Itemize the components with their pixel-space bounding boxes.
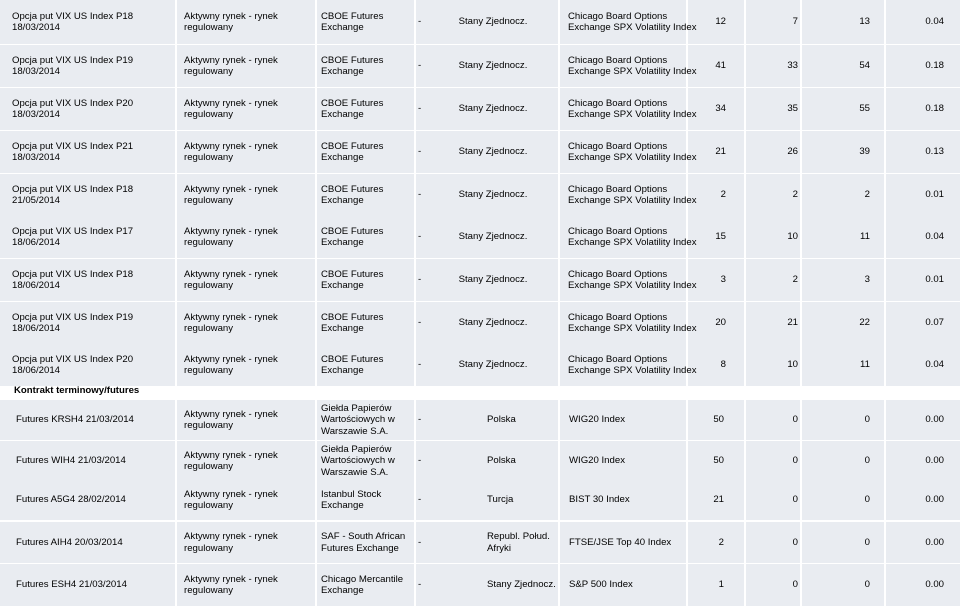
column-divider: [800, 216, 802, 258]
futures-v1-cell: 2: [718, 536, 724, 548]
option-dash-cell: -: [418, 146, 422, 158]
option-underlying-cell: Chicago Board Options Exchange SPX Volatility Index: [568, 140, 697, 163]
futures-name-cell: Futures ESH4 21/03/2014: [16, 579, 127, 591]
column-divider: [558, 259, 560, 301]
option-v1-cell: 12: [715, 16, 726, 28]
column-divider: [315, 302, 317, 344]
option-market-cell: Aktywny rynek - rynek regulowany: [184, 140, 278, 163]
option-dash-cell: -: [418, 16, 422, 28]
column-divider: [315, 522, 317, 563]
column-divider: [744, 564, 746, 606]
option-v2-cell: 10: [787, 231, 798, 243]
futures-country-cell: Turcja: [487, 494, 514, 506]
option-market-cell: Aktywny rynek - rynek regulowany: [184, 97, 278, 120]
option-v3-cell: 55: [859, 103, 870, 115]
option-market-cell: Aktywny rynek - rynek regulowany: [184, 225, 278, 248]
futures-country-cell: Republ. Połud. Afryki: [487, 531, 550, 554]
column-divider: [175, 0, 177, 44]
option-v1-cell: 41: [715, 60, 726, 72]
futures-v2-cell: 0: [792, 455, 798, 467]
column-divider: [558, 216, 560, 258]
column-divider: [175, 131, 177, 173]
column-divider: [414, 88, 416, 130]
column-divider: [414, 441, 416, 481]
option-exchange-cell: CBOE Futures Exchange: [321, 268, 384, 291]
option-v1-cell: 15: [715, 231, 726, 243]
column-divider: [315, 88, 317, 130]
futures-dash-cell: -: [418, 494, 422, 506]
option-exchange-cell: CBOE Futures Exchange: [321, 54, 384, 77]
column-divider: [315, 45, 317, 87]
option-underlying-cell: Chicago Board Options Exchange SPX Volatility Index: [568, 311, 697, 334]
column-divider: [414, 400, 416, 440]
column-divider: [414, 259, 416, 301]
option-underlying-cell: Chicago Board Options Exchange SPX Volatility Index: [568, 353, 697, 376]
option-row: [0, 0, 960, 44]
futures-dash-cell: -: [418, 536, 422, 548]
column-divider: [175, 216, 177, 258]
option-exchange-cell: CBOE Futures Exchange: [321, 225, 384, 248]
column-divider: [800, 302, 802, 344]
option-v3-cell: 11: [860, 359, 870, 371]
futures-name-cell: Futures A5G4 28/02/2014: [16, 494, 126, 506]
option-v3-cell: 11: [860, 231, 870, 243]
column-divider: [744, 0, 746, 44]
option-country-cell: Stany Zjednocz.: [458, 317, 528, 329]
option-v1-cell: 8: [720, 359, 726, 371]
column-divider: [315, 0, 317, 44]
column-divider: [414, 174, 416, 216]
option-country-cell: Stany Zjednocz.: [458, 359, 528, 371]
option-market-cell: Aktywny rynek - rynek regulowany: [184, 353, 278, 376]
column-divider: [800, 45, 802, 87]
option-country-cell: Stany Zjednocz.: [458, 274, 528, 286]
futures-country-cell: Polska: [487, 455, 516, 467]
futures-v3-cell: 0: [864, 579, 870, 591]
column-divider: [175, 88, 177, 130]
column-divider: [744, 441, 746, 481]
futures-market-cell: Aktywny rynek - rynek regulowany: [184, 488, 278, 511]
option-name-cell: Opcja put VIX US Index P17 18/06/2014: [12, 225, 134, 248]
column-divider: [558, 45, 560, 87]
option-exchange-cell: CBOE Futures Exchange: [321, 183, 384, 206]
option-name-cell: Opcja put VIX US Index P20 18/03/2014: [12, 97, 134, 120]
option-name-cell: Opcja put VIX US Index P18 21/05/2014: [12, 183, 134, 206]
option-dash-cell: -: [418, 103, 422, 115]
column-divider: [315, 259, 317, 301]
futures-underlying-cell: S&P 500 Index: [569, 579, 633, 591]
column-divider: [800, 441, 802, 481]
futures-market-cell: Aktywny rynek - rynek regulowany: [184, 449, 278, 472]
column-divider: [558, 522, 560, 563]
option-dash-cell: -: [418, 274, 422, 286]
futures-v3-cell: 0: [864, 414, 870, 426]
column-divider: [175, 344, 177, 386]
futures-v4-cell: 0.00: [925, 579, 944, 591]
column-divider: [800, 259, 802, 301]
futures-dash-cell: -: [418, 579, 422, 591]
futures-underlying-cell: BIST 30 Index: [569, 494, 630, 506]
option-market-cell: Aktywny rynek - rynek regulowany: [184, 311, 278, 334]
futures-row: [0, 480, 960, 520]
option-market-cell: Aktywny rynek - rynek regulowany: [184, 54, 278, 77]
column-divider: [558, 480, 560, 520]
option-country-cell: Stany Zjednocz.: [458, 189, 528, 201]
futures-v4-cell: 0.00: [925, 455, 944, 467]
column-divider: [744, 302, 746, 344]
option-v4-cell: 0.04: [925, 231, 944, 243]
option-name-cell: Opcja put VIX US Index P21 18/03/2014: [12, 140, 134, 163]
option-row: [0, 45, 960, 87]
column-divider: [315, 400, 317, 440]
option-underlying-cell: Chicago Board Options Exchange SPX Volatility Index: [568, 268, 697, 291]
column-divider: [744, 216, 746, 258]
option-market-cell: Aktywny rynek - rynek regulowany: [184, 10, 278, 33]
option-row: [0, 344, 960, 386]
column-divider: [315, 564, 317, 606]
option-underlying-cell: Chicago Board Options Exchange SPX Volatility Index: [568, 225, 697, 248]
option-v4-cell: 0.01: [925, 189, 944, 201]
column-divider: [800, 131, 802, 173]
option-v2-cell: 10: [787, 359, 798, 371]
column-divider: [414, 216, 416, 258]
option-v1-cell: 3: [720, 274, 726, 286]
option-v4-cell: 0.04: [925, 16, 944, 28]
option-exchange-cell: CBOE Futures Exchange: [321, 10, 384, 33]
futures-v1-cell: 50: [713, 414, 724, 426]
option-v4-cell: 0.01: [925, 274, 944, 286]
option-name-cell: Opcja put VIX US Index P18 18/06/2014: [12, 268, 134, 291]
column-divider: [414, 45, 416, 87]
option-v3-cell: 13: [859, 16, 870, 28]
option-row: [0, 302, 960, 344]
option-exchange-cell: CBOE Futures Exchange: [321, 353, 384, 376]
futures-v1-cell: 50: [713, 455, 724, 467]
option-v2-cell: 35: [787, 103, 798, 115]
column-divider: [744, 174, 746, 216]
option-v4-cell: 0.04: [925, 359, 944, 371]
option-v2-cell: 2: [792, 189, 798, 201]
futures-section-title: Kontrakt terminowy/futures: [14, 385, 140, 396]
option-country-cell: Stany Zjednocz.: [458, 231, 528, 243]
option-v2-cell: 21: [787, 317, 798, 329]
option-underlying-cell: Chicago Board Options Exchange SPX Volatility Index: [568, 10, 697, 33]
option-underlying-cell: Chicago Board Options Exchange SPX Volatility Index: [568, 54, 697, 77]
column-divider: [744, 131, 746, 173]
column-divider: [800, 174, 802, 216]
column-divider: [686, 480, 688, 520]
futures-v2-cell: 0: [792, 494, 798, 506]
column-divider: [686, 564, 688, 606]
option-underlying-cell: Chicago Board Options Exchange SPX Volatility Index: [568, 97, 697, 120]
column-divider: [414, 522, 416, 563]
column-divider: [414, 302, 416, 344]
option-v3-cell: 2: [864, 189, 870, 201]
futures-v1-cell: 21: [713, 494, 724, 506]
column-divider: [558, 131, 560, 173]
option-v2-cell: 26: [787, 146, 798, 158]
option-v2-cell: 7: [792, 16, 798, 28]
futures-v2-cell: 0: [792, 536, 798, 548]
option-v3-cell: 54: [859, 60, 870, 72]
option-exchange-cell: CBOE Futures Exchange: [321, 97, 384, 120]
option-country-cell: Stany Zjednocz.: [458, 146, 528, 158]
column-divider: [315, 344, 317, 386]
column-divider: [744, 480, 746, 520]
column-divider: [558, 302, 560, 344]
futures-country-cell: Polska: [487, 414, 516, 426]
option-name-cell: Opcja put VIX US Index P20 18/06/2014: [12, 353, 134, 376]
futures-country-cell: Stany Zjednocz.: [487, 579, 556, 591]
option-v3-cell: 39: [859, 146, 870, 158]
option-v2-cell: 2: [792, 274, 798, 286]
column-divider: [686, 441, 688, 481]
option-dash-cell: -: [418, 60, 422, 72]
column-divider: [800, 88, 802, 130]
column-divider: [414, 564, 416, 606]
column-divider: [414, 344, 416, 386]
option-dash-cell: -: [418, 231, 422, 243]
futures-row: [0, 522, 960, 563]
column-divider: [558, 564, 560, 606]
option-v4-cell: 0.18: [925, 103, 944, 115]
column-divider: [744, 259, 746, 301]
column-divider: [800, 522, 802, 563]
option-dash-cell: -: [418, 189, 422, 201]
futures-v2-cell: 0: [792, 579, 798, 591]
futures-market-cell: Aktywny rynek - rynek regulowany: [184, 408, 278, 431]
option-v3-cell: 22: [859, 317, 870, 329]
column-divider: [686, 522, 688, 563]
option-row: [0, 259, 960, 301]
futures-v4-cell: 0.00: [925, 536, 944, 548]
futures-row: [0, 564, 960, 606]
futures-v3-cell: 0: [864, 455, 870, 467]
futures-market-cell: Aktywny rynek - rynek regulowany: [184, 573, 278, 596]
option-v3-cell: 3: [864, 274, 870, 286]
option-v2-cell: 33: [787, 60, 798, 72]
column-divider: [315, 480, 317, 520]
futures-market-cell: Aktywny rynek - rynek regulowany: [184, 531, 278, 554]
futures-name-cell: Futures WIH4 21/03/2014: [16, 455, 126, 467]
futures-name-cell: Futures AIH4 20/03/2014: [16, 536, 123, 548]
option-market-cell: Aktywny rynek - rynek regulowany: [184, 268, 278, 291]
option-underlying-cell: Chicago Board Options Exchange SPX Volatility Index: [568, 183, 697, 206]
option-v4-cell: 0.13: [925, 146, 944, 158]
futures-v4-cell: 0.00: [925, 494, 944, 506]
futures-v3-cell: 0: [864, 494, 870, 506]
column-divider: [558, 400, 560, 440]
futures-underlying-cell: WIG20 Index: [569, 455, 625, 467]
futures-exchange-cell: SAF - South African Futures Exchange: [321, 531, 406, 554]
option-row: [0, 174, 960, 216]
futures-row: [0, 400, 960, 440]
column-divider: [558, 441, 560, 481]
column-divider: [744, 400, 746, 440]
option-exchange-cell: CBOE Futures Exchange: [321, 311, 384, 334]
column-divider: [175, 302, 177, 344]
option-v1-cell: 2: [720, 189, 726, 201]
column-divider: [175, 45, 177, 87]
option-name-cell: Opcja put VIX US Index P19 18/03/2014: [12, 54, 134, 77]
futures-underlying-cell: WIG20 Index: [569, 414, 625, 426]
column-divider: [744, 88, 746, 130]
futures-exchange-cell: Giełda Papierów Wartościowych w Warszawie S.A.: [321, 402, 395, 437]
column-divider: [315, 441, 317, 481]
option-row: [0, 216, 960, 258]
column-divider: [800, 564, 802, 606]
column-divider: [744, 45, 746, 87]
column-divider: [744, 344, 746, 386]
column-divider: [800, 344, 802, 386]
column-divider: [414, 131, 416, 173]
option-row: [0, 131, 960, 173]
option-country-cell: Stany Zjednocz.: [458, 60, 528, 72]
futures-v1-cell: 1: [718, 579, 724, 591]
option-dash-cell: -: [418, 359, 422, 371]
futures-exchange-cell: Istanbul Stock Exchange: [321, 488, 382, 511]
option-dash-cell: -: [418, 317, 422, 329]
option-v1-cell: 34: [715, 103, 726, 115]
option-v4-cell: 0.18: [925, 60, 944, 72]
column-divider: [744, 522, 746, 563]
futures-v4-cell: 0.00: [925, 414, 944, 426]
futures-exchange-cell: Giełda Papierów Wartościowych w Warszawie S.A.: [321, 443, 395, 478]
column-divider: [686, 400, 688, 440]
futures-underlying-cell: FTSE/JSE Top 40 Index: [569, 536, 672, 548]
option-v1-cell: 21: [715, 146, 726, 158]
option-v1-cell: 20: [715, 317, 726, 329]
futures-exchange-cell: Chicago Mercantile Exchange: [321, 573, 404, 596]
column-divider: [315, 131, 317, 173]
option-row: [0, 88, 960, 130]
column-divider: [315, 216, 317, 258]
column-divider: [800, 400, 802, 440]
futures-dash-cell: -: [418, 414, 422, 426]
column-divider: [414, 480, 416, 520]
option-market-cell: Aktywny rynek - rynek regulowany: [184, 183, 278, 206]
column-divider: [800, 480, 802, 520]
futures-dash-cell: -: [418, 455, 422, 467]
futures-v2-cell: 0: [792, 414, 798, 426]
option-country-cell: Stany Zjednocz.: [458, 103, 528, 115]
column-divider: [558, 344, 560, 386]
futures-name-cell: Futures KRSH4 21/03/2014: [16, 414, 134, 426]
column-divider: [315, 174, 317, 216]
column-divider: [800, 0, 802, 44]
column-divider: [175, 259, 177, 301]
column-divider: [414, 0, 416, 44]
option-name-cell: Opcja put VIX US Index P18 18/03/2014: [12, 10, 134, 33]
column-divider: [558, 174, 560, 216]
option-country-cell: Stany Zjednocz.: [458, 16, 528, 28]
column-divider: [175, 174, 177, 216]
futures-row: [0, 441, 960, 481]
column-divider: [558, 88, 560, 130]
option-name-cell: Opcja put VIX US Index P19 18/06/2014: [12, 311, 134, 334]
option-exchange-cell: CBOE Futures Exchange: [321, 140, 384, 163]
option-v4-cell: 0.07: [925, 317, 944, 329]
futures-v3-cell: 0: [864, 536, 870, 548]
column-divider: [558, 0, 560, 44]
